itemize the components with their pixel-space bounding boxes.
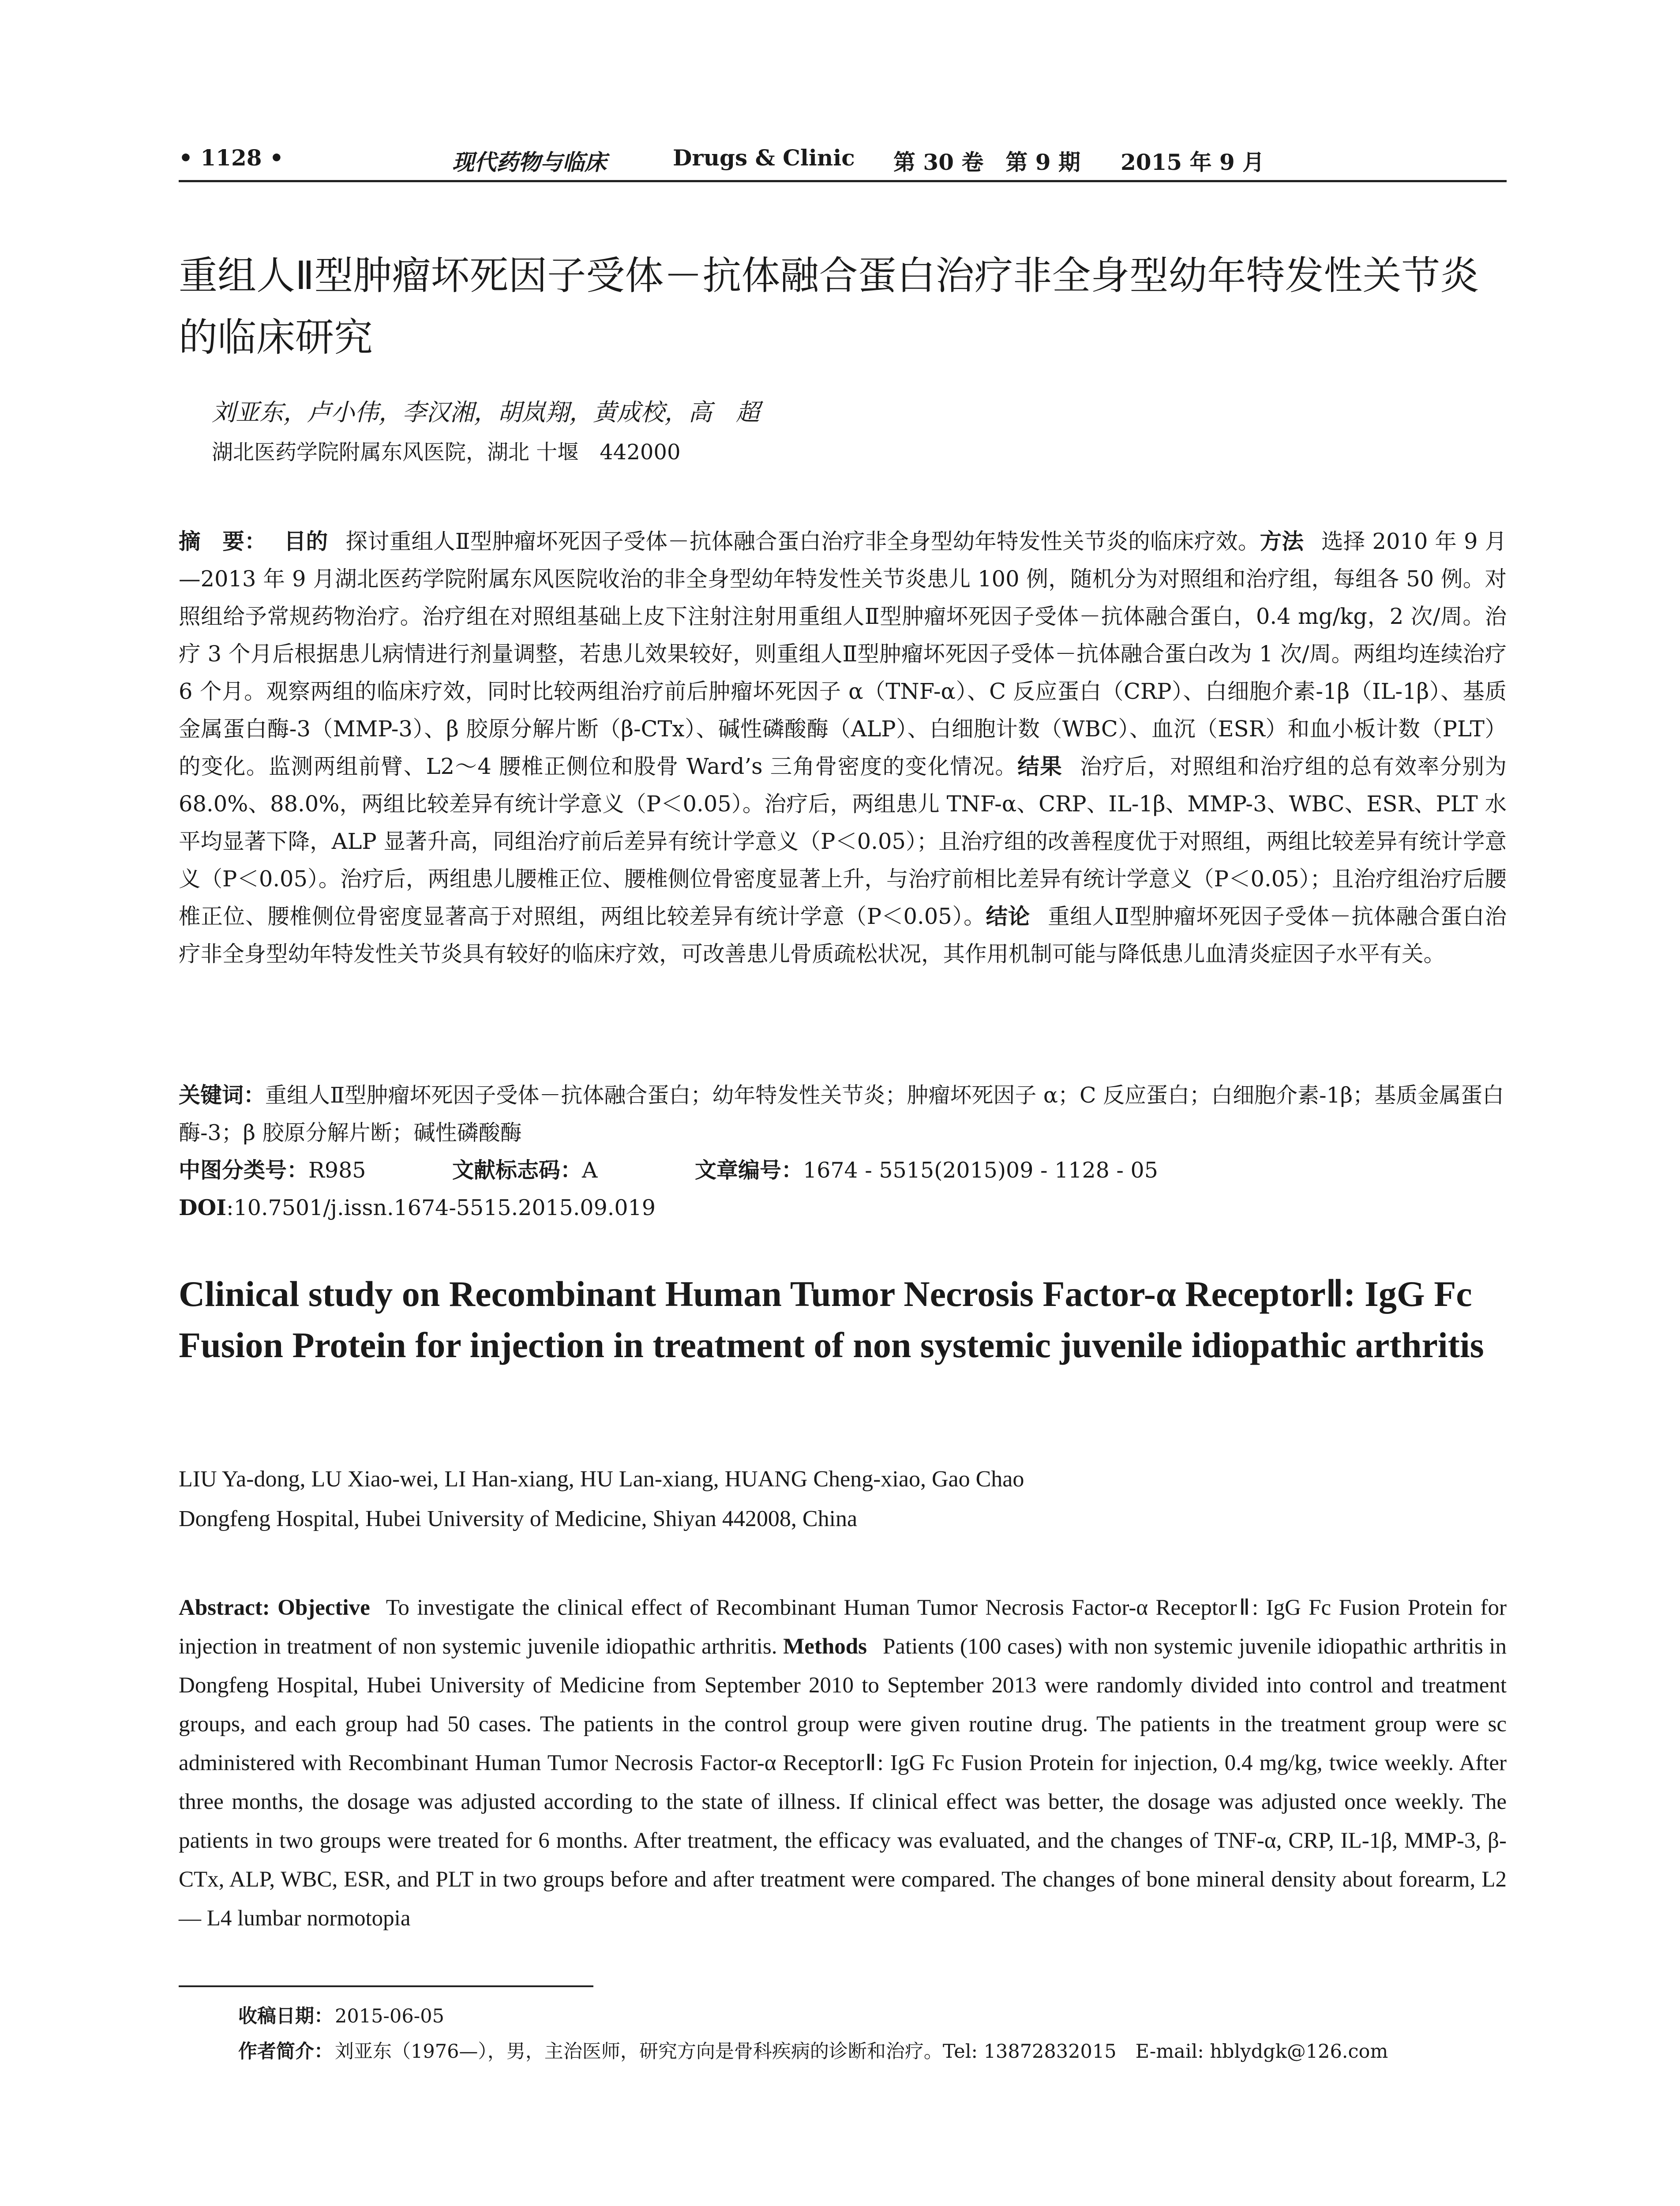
classification-line	[179, 1152, 1507, 1189]
clc-number	[179, 1152, 366, 1189]
volume-issue: 第 30 卷 第 9 期	[893, 149, 1080, 175]
doc-value: A	[582, 1158, 598, 1183]
doi-label: DOI	[179, 1195, 227, 1220]
journal-name-cn: 现代药物与临床	[452, 149, 607, 175]
doc-label: 文献标志码：	[452, 1158, 582, 1183]
article-id	[695, 1152, 1158, 1189]
chinese-abstract	[179, 523, 1507, 973]
keywords-text: 重组人Ⅱ型肿瘤坏死因子受体－抗体融合蛋白；幼年特发性关节炎；肿瘤坏死因子 α；C 反应蛋白；白细胞介素-1β；基质金属蛋白酶-3；β 胶原分解片断；碱性磷酸酶	[179, 1083, 1504, 1145]
en-methods-label: Methods	[783, 1634, 867, 1659]
clc-label: 中图分类号：	[179, 1158, 309, 1183]
keywords-label: 关键词：	[179, 1083, 266, 1108]
chinese-affiliation: 湖北医药学院附属东风医院，湖北 十堰 442000	[212, 440, 681, 465]
methods-text: 选择 2010 年 9 月—2013 年 9 月湖北医药学院附属东风医院收治的非全身型幼年特发性关节炎患儿 100 例，随机分为对照组和治疗组，每组各 50 例。对照组给予常规药物治疗。治疗组在对照组基础上皮下注射注射用重组人Ⅱ型肿瘤坏死因子受体－抗体融合蛋白，0.4 mg/kg，2 次/周。治疗 3 个月后根据患儿病情进行剂量调整，若患儿效果较好，则重组人Ⅱ型肿瘤坏死因子受体－抗体融合蛋白改为 1 次/周。两组均连续治疗 6 个月。观察两组的临床疗效，同时比较两组治疗前后肿瘤坏死因子 α（TNF-α）、C 反应蛋白（CRP）、白细胞介素-1β（IL-1β）、基质金属蛋白酶-3（MMP-3）、β 胶原分解片断（β-CTx）、碱性磷酸酶（ALP）、白细胞计数（WBC）、血沉（ESR）和血小板计数（PLT）的变化。监测两组前臂、L2～4 腰椎正侧位和股骨 Ward’s 三角骨密度的变化情况。	[179, 529, 1507, 779]
english-authors: LIU Ya-dong, LU Xiao-wei, LI Han-xiang, HU Lan-xiang, HUANG Cheng-xiao, Gao Chao	[179, 1467, 1024, 1492]
results-text: 治疗后，对照组和治疗组的总有效率分别为 68.0%、88.0%，两组比较差异有统计学意义（P＜0.05）。治疗后，两组患儿 TNF-α、CRP、IL-1β、MMP-3、WBC、ESR、PLT 水平均显著下降，ALP 显著升高，同组治疗前后差异有统计学意义（P＜0.05）；且治疗组的改善程度优于对照组，两组比较差异有统计学意义（P＜0.05）。治疗后，两组患儿腰椎正位、腰椎侧位骨密度显著上升，与治疗前相比差异有统计学意义（P＜0.05）；且治疗组治疗后腰椎正位、腰椎侧位骨密度显著高于对照组，两组比较差异有统计学意（P＜0.05）。	[179, 754, 1507, 929]
author-bio-label: 作者简介：	[238, 2041, 333, 2063]
chinese-authors: 刘亚东，卢小伟，李汉湘，胡岚翔，黄成校，高 超	[212, 398, 760, 426]
doi-value: :10.7501/j.issn.1674-5515.2015.09.019	[226, 1195, 656, 1220]
received-date	[238, 2001, 1504, 2032]
footnote-divider	[179, 1985, 593, 1987]
en-methods-text: Patients (100 cases) with non systemic juvenile idiopathic arthritis in Dongfeng Hospital, Hubei University of Medicine from September 2010 to September 2013 were randomly divided into control and treatment groups, and each group had 50 cases. The patients in the control group were given routine drug. The patients in the treatment group were sc administered with Recombinant Human Tumor Necrosis Factor-α ReceptorⅡ: IgG Fc Fusion Protein for injection, 0.4 mg/kg, twice weekly. After three months, the dosage was adjusted according to the state of illness. If clinical effect was better, the dosage was adjusted once weekly. The patients in two groups were treated for 6 months. After treatment, the efficacy was evaluated, and the changes of TNF-α, CRP, IL-1β, MMP-3, β-CTx, ALP, WBC, ESR, and PLT in two groups before and after treatment were compared. The changes of bone mineral density about forearm, L2 — L4 lumbar normotopia	[179, 1634, 1507, 1931]
english-title: Clinical study on Recombinant Human Tumor Necrosis Factor-α ReceptorⅡ: IgG Fc Fusion Protein for injection in treatment of non systemic juvenile idiopathic arthritis	[179, 1274, 1484, 1365]
abstract-label: 摘 要：	[179, 529, 266, 554]
en-abstract-label: Abstract: Objective	[179, 1595, 370, 1620]
issue-date: 2015 年 9 月	[1121, 149, 1265, 175]
conclusion-text: 重组人Ⅱ型肿瘤坏死因子受体－抗体融合蛋白治疗非全身型幼年特发性关节炎具有较好的临床疗效，可改善患儿骨质疏松状况，其作用机制可能与降低患儿血清炎症因子水平有关。	[179, 904, 1507, 967]
objective-text: 探讨重组人Ⅱ型肿瘤坏死因子受体－抗体融合蛋白治疗非全身型幼年特发性关节炎的临床疗效。	[345, 529, 1260, 554]
article-value: 1674 - 5515(2015)09 - 1128 - 05	[803, 1158, 1158, 1183]
chinese-keywords	[179, 1077, 1507, 1152]
conclusion-label: 结论	[986, 904, 1031, 929]
document-code	[452, 1152, 597, 1189]
running-header	[179, 140, 1507, 182]
english-affiliation: Dongfeng Hospital, Hubei University of Medicine, Shiyan 442008, China	[179, 1506, 858, 1531]
results-label: 结果	[1017, 754, 1063, 779]
chinese-title: 重组人Ⅱ型肿瘤坏死因子受体－抗体融合蛋白治疗非全身型幼年特发性关节炎的临床研究	[179, 253, 1479, 360]
english-abstract	[179, 1588, 1507, 1938]
article-label: 文章编号：	[695, 1158, 803, 1183]
clc-value: R985	[308, 1158, 366, 1183]
author-bio	[238, 2036, 1504, 2067]
doi-line	[179, 1189, 1507, 1227]
en-objective-text: To investigate the clinical effect of Recombinant Human Tumor Necrosis Factor-α ReceptorⅡ: IgG Fc Fusion Protein for injection in treatment of non systemic juvenile idiopathic arthritis.	[179, 1595, 1507, 1659]
page-number: • 1128 •	[179, 145, 284, 171]
received-label: 收稿日期：	[238, 2005, 333, 2027]
received-value: 2015-06-05	[335, 2005, 444, 2027]
journal-name-en: Drugs & Clinic	[673, 145, 855, 171]
author-bio-text: 刘亚东（1976—），男，主治医师，研究方向是骨科疾病的诊断和治疗。Tel: 13872832015 E-mail: hblydgk@126.com	[335, 2041, 1388, 2063]
objective-label: 目的	[284, 529, 328, 554]
methods-label: 方法	[1260, 529, 1304, 554]
